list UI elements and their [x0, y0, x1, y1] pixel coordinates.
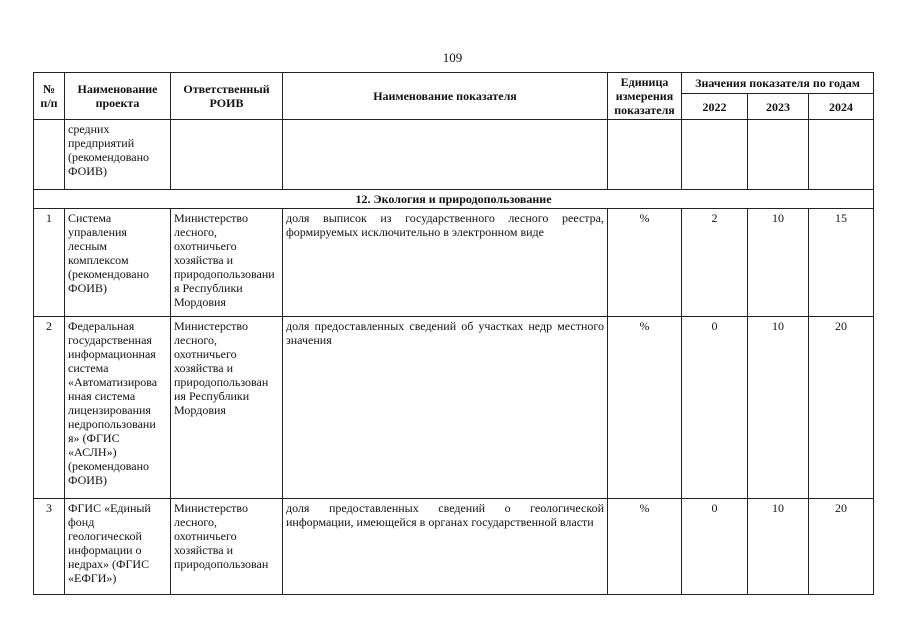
cell-project: Система управления лесным комплексом (рекомендовано ФОИВ): [65, 209, 171, 317]
table-row: [34, 209, 874, 317]
cell-value-2023: 10: [748, 317, 809, 499]
cell-indicator: доля предоставленных сведений об участках недр местного значения: [283, 317, 608, 499]
cell-value-2022: 0: [682, 499, 748, 595]
header-year-2022: 2022: [682, 94, 748, 120]
cell-value-2023: 10: [748, 209, 809, 317]
header-roiv: Ответственный РОИВ: [171, 73, 283, 120]
cell-indicator: доля предоставленных сведений о геологической информации, имеющейся в органах государственной власти: [283, 499, 608, 595]
cell-value-2024: 20: [809, 317, 874, 499]
header-project: Наименование проекта: [65, 73, 171, 120]
cell-roiv: Министерство лесного, охотничьего хозяйства и природопользовани я Республики Мордовия: [171, 209, 283, 317]
cell-unit: %: [608, 317, 682, 499]
cell-indicator: доля выписок из государственного лесного реестра, формируемых исключительно в электронном виде: [283, 209, 608, 317]
cell-num: 2: [34, 317, 65, 499]
cell-value-2024: 15: [809, 209, 874, 317]
cell-num: 1: [34, 209, 65, 317]
section-title: 12. Экология и природопользование: [34, 190, 874, 209]
page-number: 109: [442, 50, 463, 65]
continuation-row: [34, 120, 874, 190]
cell-num: 3: [34, 499, 65, 595]
table-header-row: [34, 73, 874, 94]
cell-empty: [171, 120, 283, 190]
cell-roiv: Министерство лесного, охотничьего хозяйства и природопользован: [171, 499, 283, 595]
header-unit: Единица измерения показателя: [608, 73, 682, 120]
cell-project: Федеральная государственная информационная система «Автоматизирова нная система лицензирования недропользовани я» (ФГИС «АСЛН») (рекомендовано ФОИВ): [65, 317, 171, 499]
cell-value-2023: 10: [748, 499, 809, 595]
cell-project: средних предприятий (рекомендовано ФОИВ): [65, 120, 171, 190]
table-row: [34, 499, 874, 595]
header-year-2023: 2023: [748, 94, 809, 120]
cell-unit: %: [608, 499, 682, 595]
table-row: [34, 317, 874, 499]
cell-empty: [682, 120, 748, 190]
indicators-table: [33, 72, 874, 595]
cell-empty: [283, 120, 608, 190]
header-indicator: Наименование показателя: [283, 73, 608, 120]
cell-value-2024: 20: [809, 499, 874, 595]
cell-empty: [34, 120, 65, 190]
cell-value-2022: 0: [682, 317, 748, 499]
cell-unit: %: [608, 209, 682, 317]
cell-value-2022: 2: [682, 209, 748, 317]
header-year-2024: 2024: [809, 94, 874, 120]
cell-roiv: Министерство лесного, охотничьего хозяйства и природопользован ия Республики Мордовия: [171, 317, 283, 499]
cell-empty: [608, 120, 682, 190]
section-row: [34, 190, 874, 209]
header-values-by-year: Значения показателя по годам: [682, 73, 874, 94]
cell-empty: [748, 120, 809, 190]
cell-empty: [809, 120, 874, 190]
cell-project: ФГИС «Единый фонд геологической информации о недрах» (ФГИС «ЕФГИ»): [65, 499, 171, 595]
header-num: № п/п: [34, 73, 65, 120]
